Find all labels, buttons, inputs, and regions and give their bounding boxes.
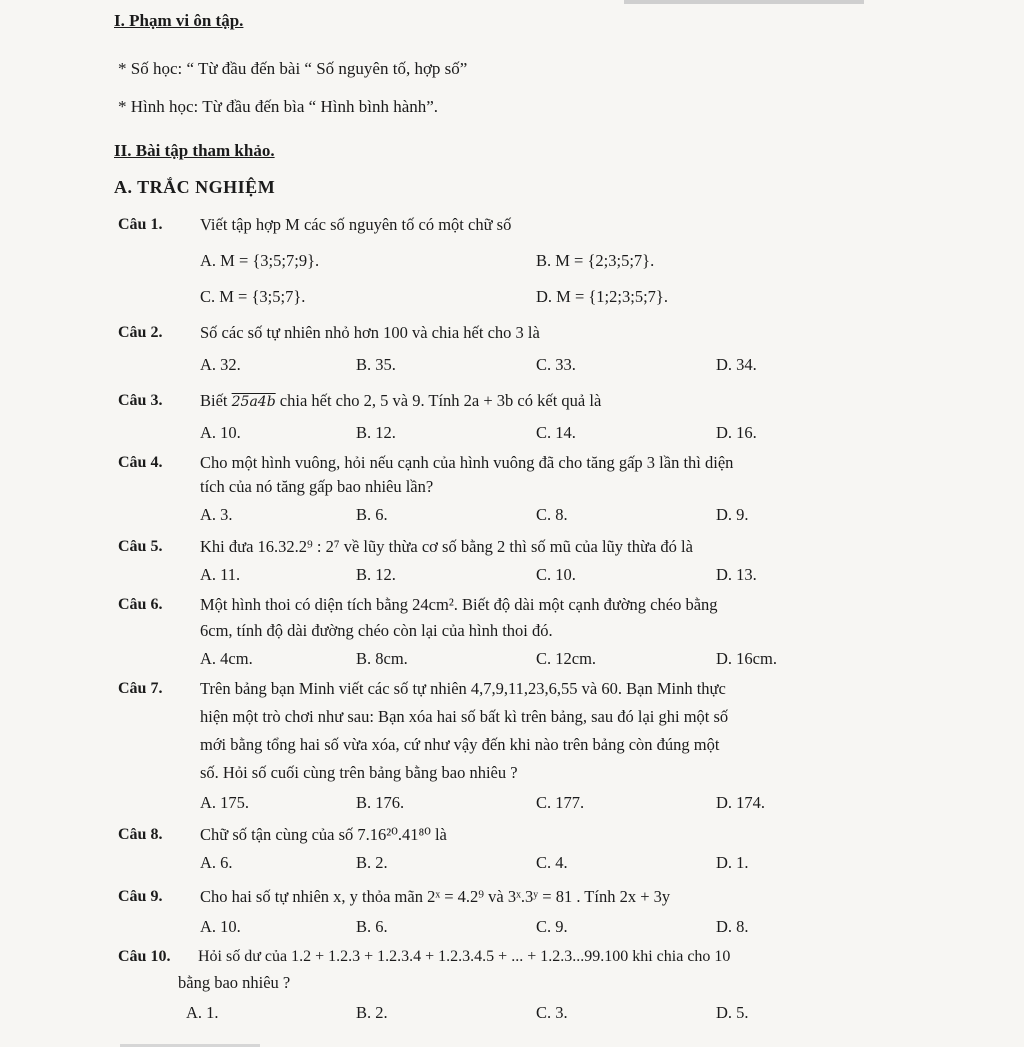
- q7-option-a: A. 175.: [200, 793, 250, 812]
- q7-text-line1: Trên bảng bạn Minh viết các số tự nhiên 4,7,9,11,23,6,55 và 60. Bạn Minh thực: [200, 679, 726, 698]
- q2-option-b: B. 35.: [356, 355, 396, 374]
- q1-option-a: A. M = {3;5;7;9}.: [200, 251, 320, 270]
- q6-text-line1: Một hình thoi có diện tích bằng 24cm². Biết độ dài một cạnh đường chéo bằng: [200, 595, 718, 614]
- q7-text-line2: hiện một trò chơi như sau: Bạn xóa hai số bất kì trên bảng, sau đó lại ghi một số: [200, 707, 729, 726]
- q9-option-d: D. 8.: [716, 917, 749, 936]
- q9-label: Câu 9.: [118, 888, 163, 905]
- q3-label: Câu 3.: [118, 392, 163, 409]
- q6-label: Câu 6.: [118, 596, 163, 613]
- q4-text-line1: Cho một hình vuông, hỏi nếu cạnh của hình vuông đã cho tăng gấp 3 lần thì diện: [200, 453, 734, 472]
- q4-option-b: B. 6.: [356, 505, 388, 524]
- q5-option-d: D. 13.: [716, 565, 757, 584]
- q3-option-a: A. 10.: [200, 423, 241, 442]
- q8-option-b: B. 2.: [356, 853, 388, 872]
- q7-option-c: C. 177.: [536, 793, 585, 812]
- q6-option-d: D. 16cm.: [716, 649, 777, 668]
- q3-text-pre: Biết: [200, 391, 228, 410]
- q5-option-b: B. 12.: [356, 565, 396, 584]
- q10-option-c: C. 3.: [536, 1003, 568, 1022]
- q3-option-d: D. 16.: [716, 423, 757, 442]
- q8-option-d: D. 1.: [716, 853, 749, 872]
- q6-option-a: A. 4cm.: [200, 649, 253, 668]
- q2-option-d: D. 34.: [716, 355, 757, 374]
- q8-option-c: C. 4.: [536, 853, 568, 872]
- q9-option-a: A. 10.: [200, 917, 241, 936]
- q9-text: Cho hai số tự nhiên x, y thỏa mãn 2ˣ = 4.2⁹ và 3ˣ.3ʸ = 81 . Tính 2x + 3y: [200, 887, 671, 906]
- q5-option-c: C. 10.: [536, 565, 576, 584]
- q5-option-a: A. 11.: [200, 565, 241, 584]
- q8-text: Chữ số tận cùng của số 7.16²⁰.41⁸⁰ là: [200, 825, 447, 844]
- q6-text-line2: 6cm, tính độ dài đường chéo còn lại của hình thoi đó.: [200, 621, 553, 640]
- q3-option-c: C. 14.: [536, 423, 576, 442]
- q2-option-c: C. 33.: [536, 355, 576, 374]
- q7-label: Câu 7.: [118, 680, 163, 697]
- q6-option-b: B. 8cm.: [356, 649, 408, 668]
- q10-text-line1: Hỏi số dư của 1.2 + 1.2.3 + 1.2.3.4 + 1.2.3.4.5 + ... + 1.2.3...99.100 khi chia cho 10: [198, 948, 731, 965]
- q1-option-b: B. M = {2;3;5;7}.: [536, 251, 655, 270]
- q1-text: Viết tập hợp M các số nguyên tố có một chữ số: [200, 215, 512, 234]
- q2-label: Câu 2.: [118, 324, 163, 341]
- q1-option-d: D. M = {1;2;3;5;7}.: [536, 287, 668, 306]
- q5-label: Câu 5.: [118, 538, 163, 555]
- q4-label: Câu 4.: [118, 454, 163, 471]
- q8-option-a: A. 6.: [200, 853, 233, 872]
- q4-option-c: C. 8.: [536, 505, 568, 524]
- q10-text-line2: bằng bao nhiêu ?: [178, 973, 291, 992]
- q4-option-d: D. 9.: [716, 505, 749, 524]
- q10-option-d: D. 5.: [716, 1003, 749, 1022]
- q4-option-a: A. 3.: [200, 505, 233, 524]
- q10-option-b: B. 2.: [356, 1003, 388, 1022]
- q6-option-c: C. 12cm.: [536, 649, 597, 668]
- q1-label: Câu 1.: [118, 216, 163, 233]
- q7-text-line4: số. Hỏi số cuối cùng trên bảng bằng bao nhiêu ?: [200, 763, 518, 782]
- q4-text-line2: tích của nó tăng gấp bao nhiêu lần?: [200, 477, 434, 496]
- scope-geometry: * Hình học: Từ đầu đến bìa “ Hình bình hành”.: [118, 97, 439, 116]
- section-1-title: I. Phạm vi ôn tập.: [114, 11, 244, 30]
- q5-text: Khi đưa 16.32.2⁹ : 2⁷ về lũy thừa cơ số bằng 2 thì số mũ của lũy thừa đó là: [200, 537, 693, 556]
- q7-text-line3: mới bằng tổng hai số vừa xóa, cứ như vậy đến khi nào trên bảng còn đúng một: [200, 735, 720, 754]
- q7-option-d: D. 174.: [716, 793, 766, 812]
- q10-option-a: A. 1.: [186, 1003, 219, 1022]
- q1-option-c: C. M = {3;5;7}.: [200, 287, 306, 306]
- q3-overline-number: 25a4b: [231, 394, 276, 410]
- q8-label: Câu 8.: [118, 826, 163, 843]
- q3-option-b: B. 12.: [356, 423, 396, 442]
- q10-label: Câu 10.: [118, 948, 171, 965]
- q2-text: Số các số tự nhiên nhỏ hơn 100 và chia hết cho 3 là: [200, 323, 540, 342]
- q9-option-b: B. 6.: [356, 917, 388, 936]
- multiple-choice-heading: A. TRẮC NGHIỆM: [114, 177, 276, 197]
- top-edge-mark: [624, 0, 864, 4]
- section-2-title: II. Bài tập tham khảo.: [114, 141, 275, 160]
- q3-text: [200, 390, 601, 413]
- q9-option-c: C. 9.: [536, 917, 568, 936]
- q3-text-post: chia hết cho 2, 5 và 9. Tính 2a + 3b có kết quả là: [279, 391, 602, 410]
- scope-arithmetic: * Số học: “ Từ đầu đến bài “ Số nguyên tố, hợp số”: [118, 59, 468, 78]
- q2-option-a: A. 32.: [200, 355, 241, 374]
- q7-option-b: B. 176.: [356, 793, 405, 812]
